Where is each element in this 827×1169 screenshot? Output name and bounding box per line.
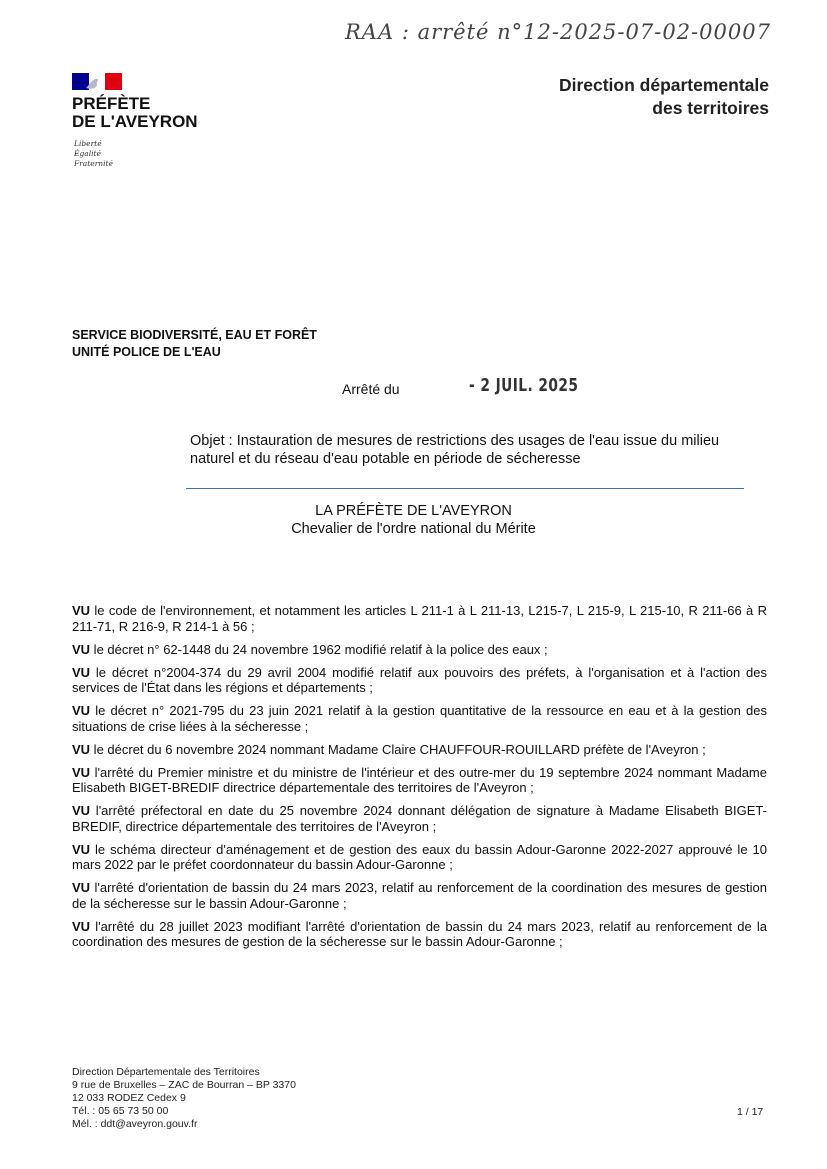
service-line-1: SERVICE BIODIVERSITÉ, EAU ET FORÊT <box>72 328 317 342</box>
vu-item <box>72 703 767 734</box>
vu-list <box>72 603 767 957</box>
footer-email: Mél. : ddt@aveyron.gouv.fr <box>72 1118 198 1130</box>
vu-item <box>72 742 767 758</box>
vu-keyword: VU <box>72 703 91 718</box>
vu-item <box>72 665 767 696</box>
flag-red <box>105 73 122 90</box>
page-number: 1 / 17 <box>737 1106 764 1118</box>
prefecture-line-1: PRÉFÈTE <box>72 94 151 113</box>
vu-item <box>72 803 767 834</box>
footer-line-2: 9 rue de Bruxelles – ZAC de Bourran – BP 3370 <box>72 1079 296 1091</box>
flag-blue <box>72 73 89 90</box>
vu-keyword: VU <box>72 603 91 618</box>
footer-phone: Tél. : 05 65 73 50 00 <box>72 1105 169 1117</box>
vu-keyword: VU <box>72 764 91 780</box>
handwritten-reference: RAA : arrêté n°12-2025-07-02-00007 <box>345 20 771 44</box>
marianne-flag-logo <box>72 73 122 90</box>
direction-line-1: Direction départementale <box>558 75 769 95</box>
vu-keyword: VU <box>72 641 91 657</box>
service-block <box>72 327 317 361</box>
motto-liberte: Liberté <box>74 139 102 148</box>
prefecture-name <box>72 95 198 131</box>
vu-item <box>72 765 767 796</box>
vu-item <box>72 603 767 634</box>
issuing-direction <box>559 74 769 120</box>
vu-text: le code de l'environnement, et notamment les articles L 211-1 à L 211-13, L215-7, L 215-9, L 215-10, R 211-66 à R 211-71, R 216-9, R 214-1 à 56 ; <box>72 603 767 634</box>
arrete-date-stamp: - 2 JUIL. 2025 <box>469 375 579 396</box>
vu-text: le schéma directeur d'aménagement et de gestion des eaux du bassin Adour-Garonne 2022-2027 approuvé le 10 mars 2022 par le préfet coordonnateur du bassin Adour-Garonne ; <box>72 841 767 872</box>
authority-subtitle: Chevalier de l'ordre national du Mérite <box>291 521 536 537</box>
vu-text: le décret n° 2021-795 du 23 juin 2021 relatif à la gestion quantitative de la ressource en eau et à la gestion des situations de crise liées à la sécheresse ; <box>72 703 767 734</box>
vu-item <box>72 842 767 873</box>
vu-text: l'arrêté du 28 juillet 2023 modifiant l'arrêté d'orientation de bassin du 24 mars 2023, relatif au renforcement de la coordination des mesures de gestion de la sécheresse sur le bassin Adour-Garonne ; <box>72 918 767 949</box>
vu-keyword: VU <box>72 918 91 934</box>
motto-fraternite: Fraternité <box>74 159 113 168</box>
footer-address <box>72 1066 296 1131</box>
vu-item <box>72 642 767 658</box>
vu-text: l'arrêté préfectoral en date du 25 novembre 2024 donnant délégation de signature à Madame Elisabeth BIGET-BREDIF, directrice départementale des territoires de l'Aveyron ; <box>72 803 767 834</box>
vu-item <box>72 880 767 911</box>
vu-text: le décret n° 62-1448 du 24 novembre 1962 modifié relatif à la police des eaux ; <box>90 641 548 657</box>
objet-text: Objet : Instauration de mesures de restrictions des usages de l'eau issue du milieu naturel et du réseau d'eau potable en période de sécheresse <box>190 433 720 467</box>
footer-line-1: Direction Départementale des Territoires <box>72 1066 260 1078</box>
prefecture-line-2: DE L'AVEYRON <box>72 112 198 131</box>
footer-line-3: 12 033 RODEZ Cedex 9 <box>72 1092 186 1104</box>
direction-line-2: des territoires <box>652 98 769 118</box>
vu-keyword: VU <box>72 803 91 818</box>
vu-item <box>72 919 767 950</box>
vu-keyword: VU <box>72 741 91 757</box>
republic-motto <box>74 139 113 169</box>
arrete-label: Arrêté du <box>342 381 400 397</box>
motto-egalite: Égalité <box>74 149 101 158</box>
vu-keyword: VU <box>72 664 91 680</box>
section-divider <box>186 488 744 489</box>
vu-text: le décret du 6 novembre 2024 nommant Madame Claire CHAUFFOUR-ROUILLARD préfète de l'Aveyron ; <box>90 741 706 757</box>
vu-keyword: VU <box>72 880 91 895</box>
vu-keyword: VU <box>72 841 91 857</box>
authority-title: LA PRÉFÈTE DE L'AVEYRON <box>315 503 512 519</box>
vu-text: l'arrêté d'orientation de bassin du 24 mars 2023, relatif au renforcement de la coordination des mesures de gestion de la sécheresse sur le bassin Adour-Garonne ; <box>72 880 767 911</box>
vu-text: l'arrêté du Premier ministre et du ministre de l'intérieur et des outre-mer du 19 septembre 2024 nommant Madame Elisabeth BIGET-BREDIF directrice départementale des territoires de l'Aveyron ; <box>72 764 767 795</box>
vu-text: le décret n°2004-374 du 29 avril 2004 modifié relatif aux pouvoirs des préfets, à l'organisation et à l'action des services de l'État dans les régions et départements ; <box>72 664 767 695</box>
service-line-2: UNITÉ POLICE DE L'EAU <box>72 345 221 359</box>
